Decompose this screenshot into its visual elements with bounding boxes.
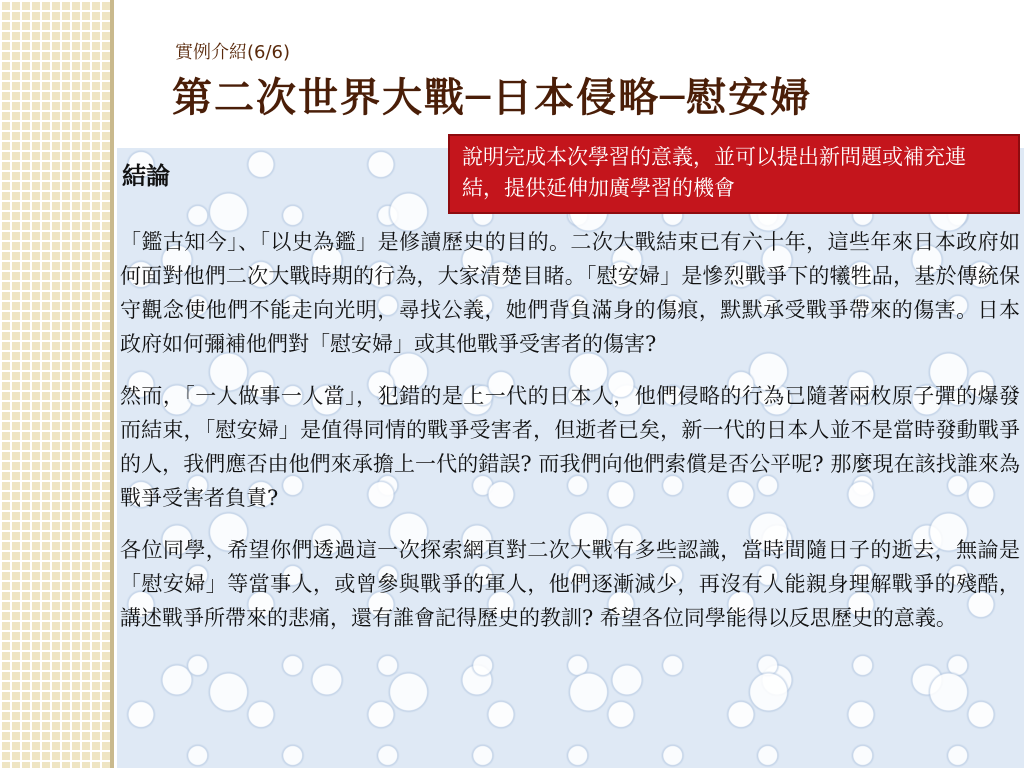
callout-text: 說明完成本次學習的意義，並可以提出新問題或補充連結，提供延伸加廣學習的機會 — [462, 145, 966, 200]
paragraph-2: 然而，「一人做事一人當」，犯錯的是上一代的日本人，他們侵略的行為已隨著兩枚原子彈的爆發而結束，「慰安婦」是值得同情的戰爭受害者，但逝者已矣，新一代的日本人並不是當時發動戰爭的人，我們應否由他們來承擔上一代的錯誤? 而我們向他們索償是否公平呢? 那麼現在該找誰來為戰爭受害者負責? — [120, 384, 1020, 510]
strip-divider — [110, 0, 114, 768]
callout-box — [448, 134, 1020, 214]
slide-subtitle: 實例介紹(6/6) — [175, 42, 291, 63]
paragraph-3: 各位同學，希望你們透過這一次探索網頁對二次大戰有多些認識，當時間隨日子的逝去，無論是「慰安婦」等當事人，或曾參與戰爭的軍人，他們逐漸減少，再沒有人能親身理解戰爭的殘酷，講述戰爭所帶來的悲痛，還有誰會記得歷史的教訓? 希望各位同學能得以反思歷史的意義。 — [120, 538, 1020, 630]
section-heading: 結論 — [122, 161, 170, 190]
decorative-grid-strip — [0, 0, 110, 768]
slide-title: 第二次世界大戰─日本侵略─慰安婦 — [172, 75, 813, 121]
paragraph-1: 「鑑古知今」、「以史為鑑」是修讀歷史的目的。二次大戰結束已有六十年，這些年來日本政府如何面對他們二次大戰時期的行為，大家清楚目睹。「慰安婦」是慘烈戰爭下的犧牲品，基於傳統保守觀念使他們不能走向光明，尋找公義，她們背負滿身的傷痕，默默承受戰爭帶來的傷害。日本政府如何彌補他們對「慰安婦」或其他戰爭受害者的傷害? — [120, 230, 1020, 356]
body-text — [120, 225, 1020, 653]
